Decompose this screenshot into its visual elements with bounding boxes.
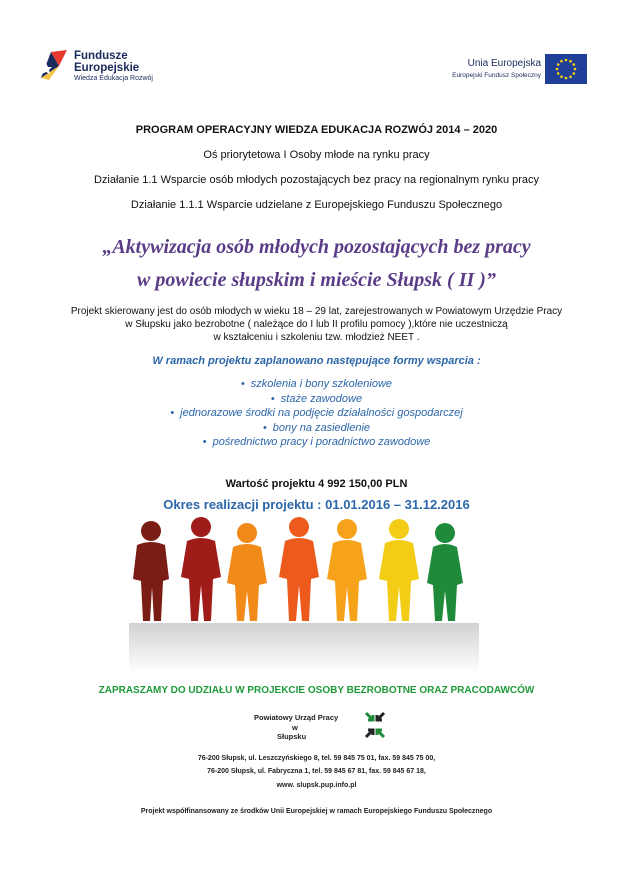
description-line1: Projekt skierowany jest do osób młodych w wieku 18 – 29 lat, zarejestrowanych w Powiatowym Urzędzie Pracy (70, 306, 563, 317)
support-item-label: staże zawodowe (280, 392, 363, 405)
person-silhouette-icon (327, 519, 367, 621)
eu-logo (427, 54, 587, 88)
person-silhouette-icon (279, 517, 319, 621)
address-line2: 76-200 Słupsk, ul. Fabryczna 1, tel. 59 845 67 81, fax. 59 845 67 18, (207, 768, 426, 775)
support-item-label: bony na zasiedlenie (272, 421, 371, 434)
description-line3: w kształceniu i szkoleniu tzw. młodzież NEET . (213, 332, 420, 343)
list-item (0, 377, 633, 392)
support-item-label: szkolenia i bony szkoleniowe (250, 378, 393, 390)
pup-name-line2: w (292, 723, 298, 732)
bullet-icon: • (240, 378, 245, 390)
pup-name-line1: Powiatowy Urząd Pracy (254, 713, 339, 722)
project-period: Okres realizacji projektu : 01.01.2016 – 31.12.2016 (163, 497, 470, 512)
pup-arrows-icon (364, 711, 386, 739)
subaction-name: Działanie 1.1.1 Wsparcie udzielane z Europejskiego Funduszu Społecznego (130, 199, 503, 211)
support-item-label: pośrednictwo pracy i poradnictwo zawodowe (212, 436, 431, 448)
pup-name-line3: Słupsku (277, 732, 307, 741)
program-name: PROGRAM OPERACYJNY WIEDZA EDUKACJA ROZWÓJ 2014 – 2020 (135, 124, 498, 136)
list-item (0, 421, 633, 436)
person-silhouette-icon (227, 523, 267, 621)
cofinancing-footer: Projekt współfinansowany ze środków Unii Europejskiej w ramach Europejskiego Funduszu Społecznego (140, 808, 493, 815)
support-list (0, 377, 633, 450)
list-item (0, 435, 633, 450)
priority-axis: Oś priorytetowa I Osoby młode na rynku pracy (203, 149, 430, 161)
project-value: Wartość projektu 4 992 150,00 PLN (225, 478, 408, 490)
person-silhouette-icon (181, 517, 221, 621)
people-silhouettes-illustration (129, 517, 479, 673)
bullet-icon: • (270, 392, 275, 405)
person-silhouette-icon (427, 523, 463, 621)
address-line1: 76-200 Słupsk, ul. Leszczyńskiego 8, tel. 59 845 75 01, fax. 59 845 75 00, (197, 755, 436, 762)
description-line2: w Słupsku jako bezrobotne ( należące do I lub II profilu pomocy ),które nie uczestniczą (125, 319, 508, 330)
eu-logo-line1: Unia Europejska (467, 58, 541, 69)
fundusze-europejskie-mark-icon (37, 46, 69, 82)
bullet-icon: • (202, 436, 207, 448)
support-item-label: jednorazowe środki na podjęcie działalności gospodarczej (180, 407, 463, 419)
fundusze-europejskie-logo (37, 44, 177, 88)
bullet-icon: • (262, 421, 267, 434)
invitation-text: ZAPRASZAMY DO UDZIAŁU W PROJEKCIE OSOBY BEZROBOTNE ORAZ PRACODAWCÓW (98, 685, 535, 696)
bullet-icon: • (170, 407, 175, 419)
pup-logo (252, 710, 387, 750)
eu-logo-line2: Europejski Fundusz Społeczny (452, 72, 541, 79)
eu-flag-icon (545, 54, 587, 84)
support-lead: W ramach projektu zaplanowano następujące formy wsparcia : (152, 355, 481, 367)
person-silhouette-icon (133, 521, 169, 621)
project-title-line2: w powiecie słupskim i mieście Słupsk ( II )” (137, 269, 496, 291)
fe-logo-line3: Wiedza Edukacja Rozwój (74, 75, 153, 82)
action-name: Działanie 1.1 Wsparcie osób młodych pozostających bez pracy na regionalnym rynku pracy (93, 174, 540, 186)
fe-logo-line2: Europejskie (74, 62, 140, 74)
website-link[interactable]: www. slupsk.pup.info.pl (276, 782, 357, 789)
fe-logo-line1: Fundusze (74, 50, 128, 62)
reflection-shadow (129, 623, 479, 673)
list-item (0, 392, 633, 407)
person-silhouette-icon (379, 519, 419, 621)
list-item (0, 406, 633, 421)
project-title-line1: „Aktywizacja osób młodych pozostających bez pracy (102, 236, 531, 258)
